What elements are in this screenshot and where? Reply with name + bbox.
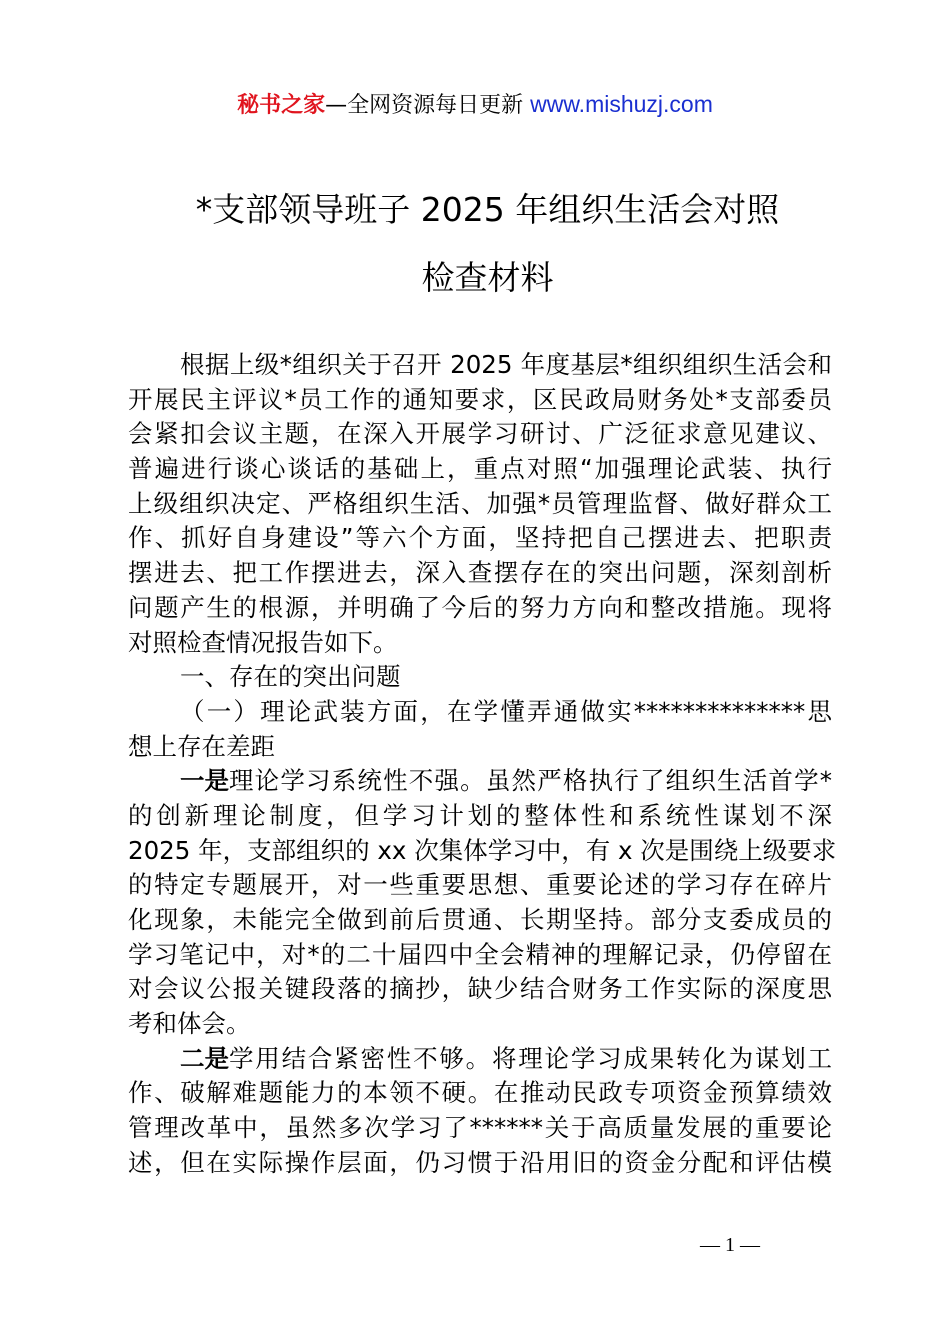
body-text-line [128, 591, 832, 626]
line-text: 想上存在差距 [128, 731, 275, 761]
body-text-line [128, 1042, 832, 1077]
body-text-line [128, 834, 837, 869]
body-text-line [128, 938, 832, 973]
document-body [128, 348, 837, 1181]
line-text: 会紧扣会议主题，在深入开展学习研讨、广泛征求意见建议、 [128, 419, 832, 449]
bold-lead-text: 一是 [180, 766, 229, 796]
line-text: 述，但在实际操作层面，仍习惯于沿用旧的资金分配和评估模 [128, 1147, 832, 1177]
document-title-line-1: *支部领导班子 2025 年组织生活会对照 [195, 190, 780, 229]
line-text: 学用结合紧密性不够。将理论学习成果转化为谋划工 [229, 1043, 832, 1073]
line-text: 作、破解难题能力的本领不硬。在推动民政专项资金预算绩效 [128, 1078, 832, 1108]
bold-lead-text: 二是 [180, 1043, 229, 1073]
line-text: 2025 年，支部组织的 xx 次集体学习中，有 x 次是围绕上级要求 [128, 835, 837, 865]
body-text-line [128, 1007, 832, 1042]
line-text: 开展民主评议*员工作的通知要求，区民政局财务处*支部委员 [128, 384, 832, 414]
line-text: 理论学习系统性不强。虽然严格执行了组织生活首学* [229, 766, 832, 796]
body-text-line [128, 452, 832, 487]
body-text-line [128, 487, 832, 522]
body-text-line [128, 1146, 832, 1181]
page-number: — 1 — [700, 1234, 760, 1256]
body-text-line [128, 556, 832, 591]
site-url-link[interactable]: www.mishuzj.com [530, 91, 713, 117]
body-text-line [128, 1076, 832, 1111]
body-text-line [128, 799, 832, 834]
line-text: 对照检查情况报告如下。 [128, 627, 398, 657]
line-text: 考和体会。 [128, 1009, 251, 1039]
body-text-line [128, 660, 832, 695]
line-text: 学习笔记中，对*的二十届四中全会精神的理解记录，仍停留在 [128, 939, 832, 969]
line-text: 管理改革中，虽然多次学习了******关于高质量发展的重要论 [128, 1113, 832, 1143]
line-text: 上级组织决定、严格组织生活、加强*员管理监督、做好群众工 [128, 488, 832, 518]
line-text: 对会议公报关键段落的摘抄，缺少结合财务工作实际的深度思 [128, 974, 832, 1004]
line-text: 根据上级*组织关于召开 2025 年度基层*组织组织生活会和 [180, 350, 832, 379]
body-text-line [128, 383, 832, 418]
body-text-line [128, 417, 832, 452]
document-title-line-2: 检查材料 [421, 258, 554, 297]
line-text: 普遍进行谈心谈话的基础上，重点对照“加强理论武装、执行 [128, 454, 832, 484]
body-text-line [128, 695, 832, 730]
line-text: 作、抓好自身建设”等六个方面，坚持把自己摆进去、把职责 [128, 523, 832, 553]
site-banner [0, 88, 950, 122]
body-text-line [128, 903, 832, 938]
line-text: 问题产生的根源，并明确了今后的努力方向和整改措施。现将 [128, 592, 832, 622]
body-text-line [128, 764, 832, 799]
body-text-line [128, 1111, 832, 1146]
body-text-line [128, 521, 832, 556]
line-text: 的创新理论制度，但学习计划的整体性和系统性谋划不深 [128, 800, 832, 830]
line-text: 的特定专题展开，对一些重要思想、重要论述的学习存在碎片 [128, 870, 832, 900]
line-text: （一）理论武装方面，在学懂弄通做实**************思 [180, 696, 832, 726]
body-text-line [128, 626, 832, 661]
line-text: 化现象，未能完全做到前后贯通、长期坚持。部分支委成员的 [128, 905, 832, 934]
body-text-line [128, 730, 832, 765]
line-text: 摆进去、把工作摆进去，深入查摆存在的突出问题，深刻剖析 [128, 558, 832, 588]
body-text-line [128, 868, 832, 903]
site-brand: 秘书之家 [237, 93, 326, 118]
line-text: 一、存在的突出问题 [180, 662, 401, 692]
site-tagline: —全网资源每日更新 [325, 93, 531, 118]
body-text-line [128, 348, 832, 383]
body-text-line [128, 972, 832, 1007]
